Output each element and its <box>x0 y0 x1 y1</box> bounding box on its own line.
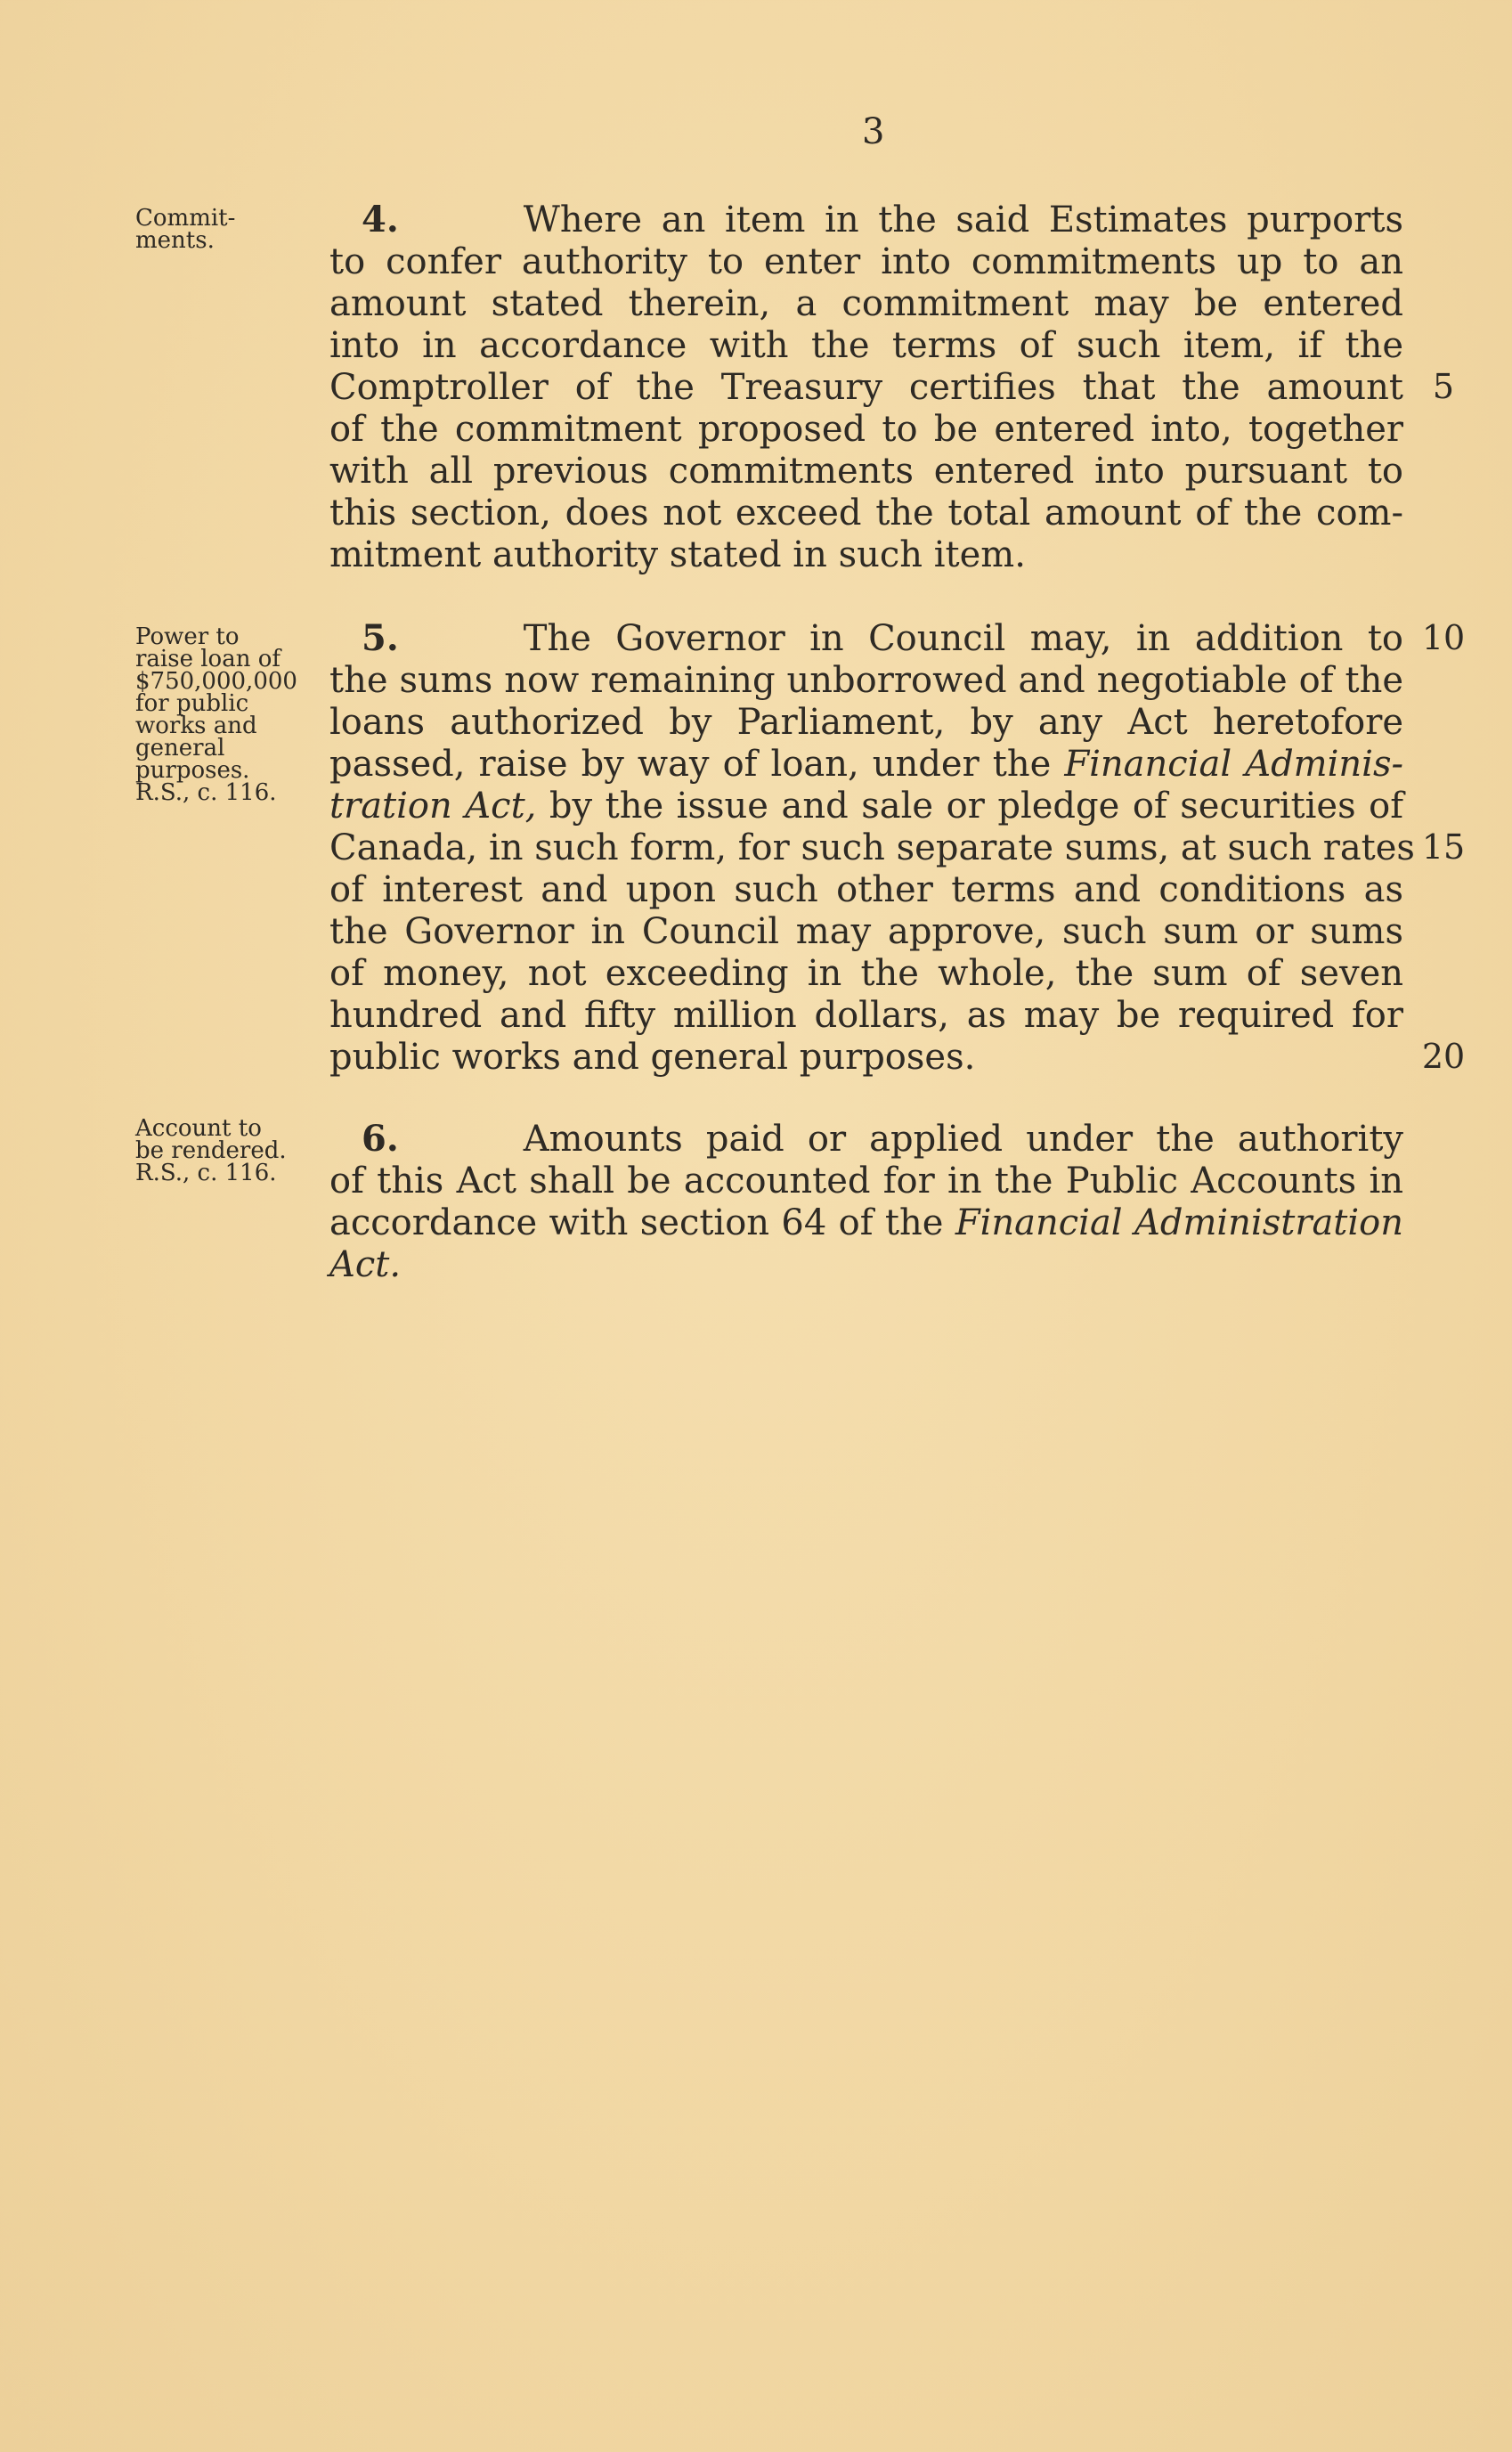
text-line <box>329 1118 1403 1161</box>
text-line: loans authorized by Parliament, by any Act heretofore <box>329 702 1403 743</box>
margin-note-line: purposes. <box>135 757 250 784</box>
act-title: Financial Administration <box>955 1202 1403 1243</box>
text-line <box>329 786 1403 827</box>
text-line: into in accordance with the terms of such item, if the <box>329 325 1403 366</box>
text-line: the sums now remaining unborrowed and negotiable of the <box>329 660 1403 701</box>
text-line: this section, does not exceed the total amount of the com- <box>329 493 1403 534</box>
text-line <box>329 199 1403 241</box>
text-line <box>329 744 1403 786</box>
act-title: tration Act, <box>329 786 537 827</box>
text-line: to confer authority to enter into commitments up to an <box>329 241 1403 282</box>
section-number: 4. <box>362 199 399 240</box>
margin-note-line: R.S., c. 116. <box>135 1160 277 1186</box>
text-line: amount stated therein, a commitment may be entered <box>329 283 1403 324</box>
text-span: accordance with section 64 of the <box>329 1202 944 1243</box>
section-4-text <box>329 199 1403 576</box>
section-number: 6. <box>362 1118 399 1160</box>
section-6-text <box>329 1118 1403 1286</box>
text-span: by the issue and sale or pledge of securities of <box>536 786 1404 827</box>
line-number: 15 <box>1421 827 1466 867</box>
text-line: with all previous commitments entered into pursuant to <box>329 451 1403 492</box>
margin-note-line: ments. <box>135 227 215 254</box>
margin-note-line: Commit- <box>135 205 236 232</box>
margin-note-line: $750,000,000 <box>135 668 297 695</box>
text-span: passed, raise by way of loan, under the <box>329 744 1052 785</box>
text-span: The Governor in Council may, in addition to <box>523 618 1403 659</box>
text-span: Where an item in the said Estimates purports <box>523 200 1403 240</box>
margin-note-line: R.S., c. 116. <box>135 779 277 806</box>
section-number: 5. <box>362 617 399 659</box>
text-line: Act. <box>329 1244 402 1285</box>
text-line <box>329 617 1403 660</box>
act-title: Financial Adminis- <box>1064 744 1404 785</box>
line-number: 10 <box>1421 618 1466 657</box>
margin-note-commitments <box>135 205 313 254</box>
text-line: of this Act shall be accounted for in the Public Accounts in <box>329 1161 1403 1202</box>
text-line: public works and general purposes. <box>329 1037 976 1078</box>
line-number: 5 <box>1432 367 1455 406</box>
margin-note-line: Account to <box>135 1115 262 1142</box>
margin-note-line: general <box>135 735 225 762</box>
margin-note-line: for public <box>135 690 249 717</box>
text-line <box>329 1202 1403 1244</box>
margin-note-line: be rendered. <box>135 1137 287 1164</box>
text-line: of the commitment proposed to be entered into, together <box>329 409 1403 450</box>
text-span: Amounts paid or applied under the authority <box>523 1119 1403 1160</box>
text-line: Canada, in such form, for such separate sums, at such rates <box>329 827 1415 868</box>
section-5-text <box>329 617 1415 1079</box>
margin-note-power-to-raise-loan <box>135 623 313 806</box>
margin-note-line: Power to <box>135 623 240 650</box>
text-line: of interest and upon such other terms and conditions as <box>329 869 1403 910</box>
text-line: mitment authority stated in such item. <box>329 534 1026 575</box>
margin-note-line: works and <box>135 713 257 739</box>
text-line: hundred and fifty million dollars, as may be required for <box>329 995 1403 1036</box>
text-line: the Governor in Council may approve, such sum or sums <box>329 911 1403 952</box>
margin-note-account-to-be-rendered <box>135 1115 313 1186</box>
margin-note-line: raise loan of <box>135 646 280 672</box>
line-number: 20 <box>1421 1037 1466 1076</box>
page-number: 3 <box>862 111 885 152</box>
text-line: Comptroller of the Treasury certifies that the amount <box>329 367 1403 408</box>
text-line: of money, not exceeding in the whole, the sum of seven <box>329 953 1403 994</box>
